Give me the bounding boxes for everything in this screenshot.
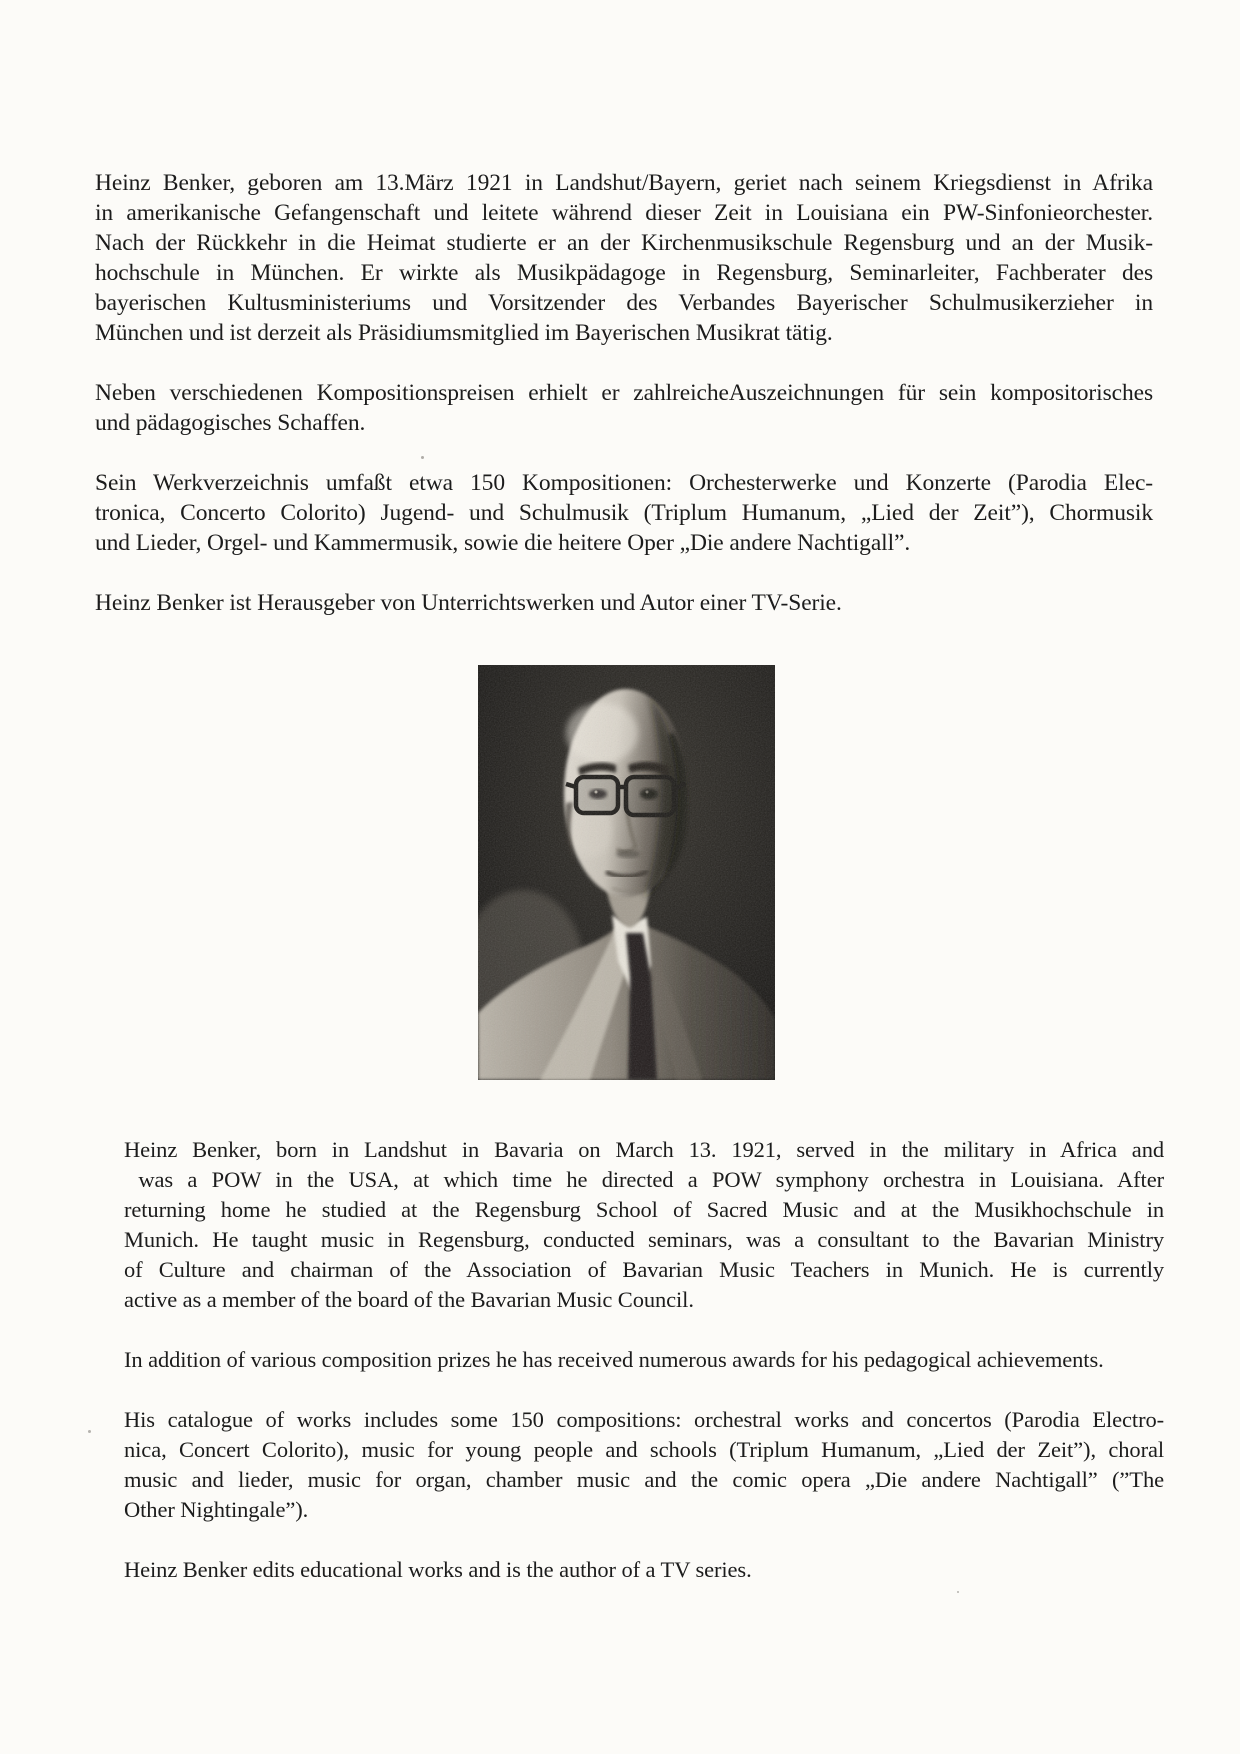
text-line: München und ist derzeit als Präsidiumsmitglied im Bayerischen Musikrat tätig. xyxy=(95,320,833,346)
text-line: bayerischen Kultusministeriums und Vorsitzender des Verbandes Bayerischer Schulmusikerzieher in xyxy=(95,290,1153,316)
text-line: of Culture and chairman of the Association of Bavarian Music Teachers in Munich. He is currently xyxy=(124,1257,1164,1282)
paragraph xyxy=(95,588,1153,618)
scan-speck xyxy=(421,456,424,459)
paragraph xyxy=(124,1345,1164,1375)
text-line: in amerikanische Gefangenschaft und leitete während dieser Zeit in Louisiana ein PW-Sinfonieorchester. xyxy=(95,200,1153,226)
text-line: Heinz Benker ist Herausgeber von Unterrichtswerken und Autor einer TV-Serie. xyxy=(95,590,842,616)
portrait-photo-image xyxy=(478,665,775,1080)
paragraph xyxy=(124,1555,1164,1585)
text-line: Munich. He taught music in Regensburg, conducted seminars, was a consultant to the Bavarian Ministry xyxy=(124,1227,1164,1252)
text-line: und Lieder, Orgel- und Kammermusik, sowie die heitere Oper „Die andere Nachtigall”. xyxy=(95,530,911,556)
text-line: Heinz Benker edits educational works and is the author of a TV series. xyxy=(124,1557,752,1582)
text-line: Heinz Benker, geboren am 13.März 1921 in Landshut/Bayern, geriet nach seinem Kriegsdienst in Afrika xyxy=(95,170,1153,196)
paragraph xyxy=(124,1135,1164,1315)
paragraph xyxy=(95,468,1153,558)
paragraph xyxy=(95,168,1153,348)
text-line: Nach der Rückkehr in die Heimat studierte er an der Kirchenmusikschule Regensburg und an der Musik- xyxy=(95,230,1153,256)
text-line: Sein Werkverzeichnis umfaßt etwa 150 Kompositionen: Orchesterwerke und Konzerte (Parodia Elec- xyxy=(95,470,1153,496)
text-line: Other Nightingale”). xyxy=(124,1497,309,1522)
paragraph xyxy=(124,1405,1164,1525)
text-line: returning home he studied at the Regensburg School of Sacred Music and at the Musikhochschule in xyxy=(124,1197,1164,1222)
text-line: nica, Concert Colorito), music for young people and schools (Triplum Humanum, „Lied der Zeit”), choral xyxy=(124,1437,1164,1462)
scan-speck xyxy=(957,1591,959,1593)
text-line: Heinz Benker, born in Landshut in Bavaria on March 13. 1921, served in the military in Africa and xyxy=(124,1137,1164,1162)
text-line: und pädagogisches Schaffen. xyxy=(95,410,366,436)
text-line: was a POW in the USA, at which time he directed a POW symphony orchestra in Louisiana. After xyxy=(124,1167,1164,1192)
portrait-photo xyxy=(478,665,775,1080)
text-line: tronica, Concerto Colorito) Jugend- und Schulmusik (Triplum Humanum, „Lied der Zeit”), Chormusik xyxy=(95,500,1153,526)
text-line: active as a member of the board of the Bavarian Music Council. xyxy=(124,1287,694,1312)
text-line: His catalogue of works includes some 150 compositions: orchestral works and concertos (Parodia Electro- xyxy=(124,1407,1164,1432)
scan-speck xyxy=(88,1430,91,1433)
english-biography-text xyxy=(124,1135,1164,1585)
text-line: music and lieder, music for organ, chamber music and the comic opera „Die andere Nachtigall” (”The xyxy=(124,1467,1164,1492)
text-line: In addition of various composition prizes he has received numerous awards for his pedagogical achievements. xyxy=(124,1347,1104,1372)
photo-grain xyxy=(478,665,775,1080)
text-line: hochschule in München. Er wirkte als Musikpädagoge in Regensburg, Seminarleiter, Fachberater des xyxy=(95,260,1153,286)
paragraph xyxy=(95,378,1153,438)
german-biography-text xyxy=(95,168,1153,618)
text-line: Neben verschiedenen Kompositionspreisen erhielt er zahlreicheAuszeichnungen für sein kompositorisches xyxy=(95,380,1153,406)
